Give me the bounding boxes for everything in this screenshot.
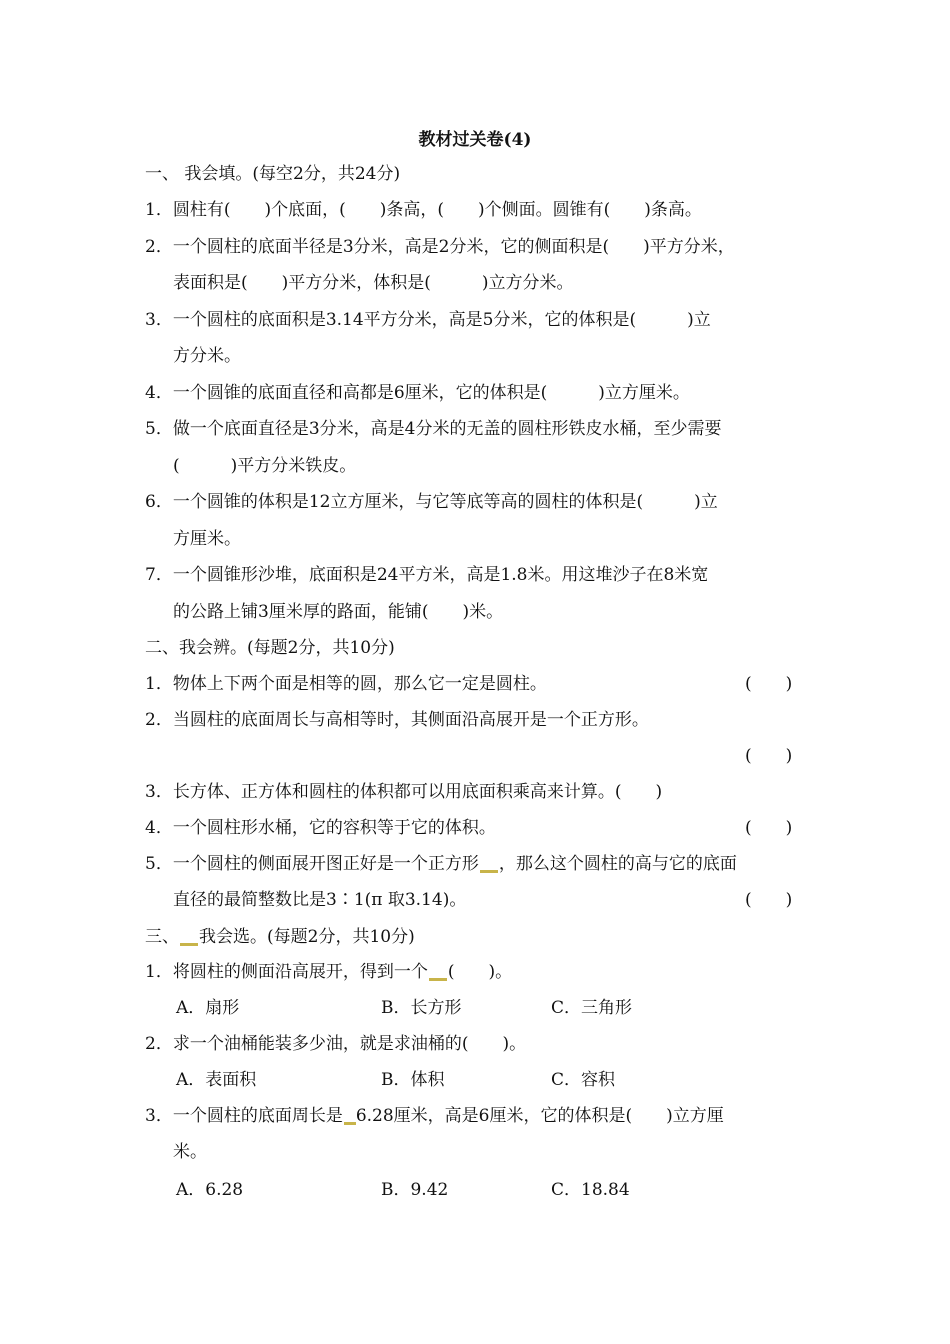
s1-question-6-cont: 方厘米。 [173, 529, 241, 549]
s1-question-2: 2．一个圆柱的底面半径是3分米，高是2分米，它的侧面积是( )平方分米， [145, 237, 735, 257]
s3-q2-option-b: B．体积 [381, 1070, 445, 1090]
s3-q3-option-b: B．9.42 [381, 1180, 449, 1200]
s3-q1-option-b: B．长方形 [381, 998, 462, 1018]
s3-question-1-part1: 1．将圆柱的侧面沿高展开，得到一个 [145, 962, 428, 982]
s1-question-3: 3．一个圆柱的底面积是3.14平方分米，高是5分米，它的体积是( )立 [145, 310, 711, 330]
s3-q1-option-c: C．三角形 [551, 998, 633, 1018]
s1-question-3-cont: 方分米。 [173, 346, 241, 366]
s1-question-7-cont: 的公路上铺3厘米厚的路面，能铺( )米。 [173, 602, 504, 622]
s3-q1-option-a: A．扇形 [176, 998, 240, 1018]
s2-question-3: 3．长方体、正方体和圆柱的体积都可以用底面积乘高来计算。( ) [145, 782, 663, 802]
highlight-mark [344, 1122, 356, 1125]
highlight-mark [180, 943, 198, 946]
section3-heading-number: 三、 [145, 927, 179, 947]
s2-answer-paren-2: ( ) [745, 746, 793, 766]
s1-question-5-cont: ( )平方分米铁皮。 [173, 456, 357, 476]
s2-question-5 [145, 852, 737, 876]
s2-answer-paren-4: ( ) [745, 818, 793, 838]
s2-question-5-cont: 直径的最简整数比是3∶1(π 取3.14)。 [173, 890, 467, 910]
s1-question-7: 7．一个圆锥形沙堆，底面积是24平方米，高是1.8米。用这堆沙子在8米宽 [145, 565, 709, 585]
highlight-mark [429, 978, 447, 981]
s1-question-1: 1．圆柱有( )个底面，( )条高，( )个侧面。圆锥有( )条高。 [145, 200, 702, 220]
s3-question-1-part2: ( )。 [447, 962, 513, 982]
s3-question-3-part2: 6.28厘米，高是6厘米，它的体积是( )立方厘 [355, 1106, 724, 1126]
s3-q2-option-a: A．表面积 [176, 1070, 257, 1090]
s3-q3-option-a: A．6.28 [176, 1180, 244, 1200]
s2-question-2: 2．当圆柱的底面周长与高相等时，其侧面沿高展开是一个正方形。 [145, 710, 649, 730]
s1-question-6: 6．一个圆锥的体积是12立方厘米，与它等底等高的圆柱的体积是( )立 [145, 492, 718, 512]
section1-heading: 一、 我会填。(每空2分，共24分) [145, 164, 401, 184]
s1-question-5: 5．做一个底面直径是3分米，高是4分米的无盖的圆柱形铁皮水桶，至少需要 [145, 419, 722, 439]
s1-question-2-cont: 表面积是( )平方分米，体积是( )立方分米。 [173, 273, 574, 293]
s3-question-1 [145, 960, 512, 984]
s2-answer-paren-5: ( ) [745, 890, 793, 910]
s1-question-4: 4．一个圆锥的底面直径和高都是6厘米，它的体积是( )立方厘米。 [145, 383, 690, 403]
s2-question-5-part2: ，那么这个圆柱的高与它的底面 [498, 854, 737, 874]
s3-question-2: 2．求一个油桶能装多少油，就是求油桶的( )。 [145, 1034, 527, 1054]
s2-question-5-part1: 5．一个圆柱的侧面展开图正好是一个正方形 [145, 854, 479, 874]
section2-heading: 二、我会辨。(每题2分，共10分) [145, 638, 395, 658]
highlight-mark [480, 870, 498, 873]
s2-answer-paren-1: ( ) [745, 674, 793, 694]
s3-q3-option-c: C．18.84 [551, 1180, 630, 1200]
page-title: 教材过关卷(4) [418, 130, 532, 150]
s2-question-1: 1．物体上下两个面是相等的圆，那么它一定是圆柱。 [145, 674, 547, 694]
s3-question-3 [145, 1104, 724, 1128]
s3-question-3-cont: 米。 [173, 1142, 207, 1162]
s3-question-3-part1: 3．一个圆柱的底面周长是 [145, 1106, 343, 1126]
s3-q2-option-c: C．容积 [551, 1070, 616, 1090]
s2-question-4: 4．一个圆柱形水桶，它的容积等于它的体积。 [145, 818, 496, 838]
section3-heading-text: 我会选。(每题2分，共10分) [199, 927, 415, 947]
section3-heading [145, 925, 415, 949]
